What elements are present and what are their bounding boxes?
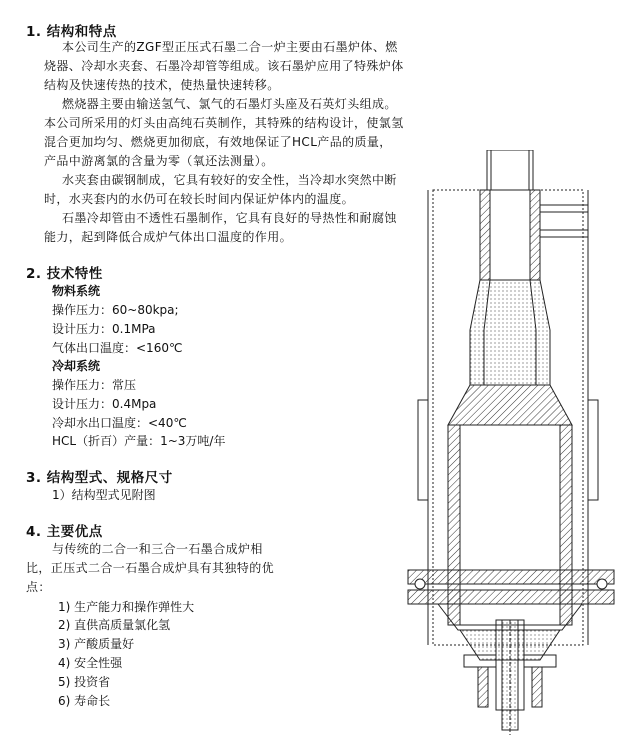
advantage-item: 6) 寿命长 xyxy=(58,694,111,708)
advantage-item: 1) 生产能力和操作弹性大 xyxy=(58,600,195,614)
material-item: 气体出口温度：<160℃ xyxy=(52,341,183,355)
section-3-item: 1）结构型式见附图 xyxy=(52,488,156,502)
material-system-title: 物料系统 xyxy=(52,284,101,298)
right-gauge xyxy=(588,400,598,500)
cooling-item: 操作压力：常压 xyxy=(52,378,137,392)
cooling-system-title: 冷却系统 xyxy=(52,359,101,373)
bottom-flange xyxy=(408,570,614,584)
material-item: 设计压力：0.1MPa xyxy=(52,322,156,336)
side-outlet-nozzle xyxy=(540,205,588,237)
left-gauge xyxy=(418,400,428,500)
section-1-paragraph-3: 水夹套由碳钢制成，它具有较好的安全性，当冷却水突然中断时，水夹套内的水仍可在较长时间内保证炉体内的温度。 xyxy=(44,173,397,206)
cooling-item: 设计压力：0.4Mpa xyxy=(52,397,157,411)
advantage-item: 3) 产酸质量好 xyxy=(58,637,135,651)
furnace-structure-diagram xyxy=(398,150,624,735)
chamber-cone xyxy=(448,385,572,425)
section-4-heading: 4. 主要优点 xyxy=(26,524,103,540)
advantage-item: 2) 直供高质量氯化氢 xyxy=(58,618,171,632)
section-4-intro: 与传统的二合一和三合一石墨合成炉相比，正压式二合一石墨合成炉具有其独特的优点： xyxy=(26,542,275,594)
section-1-heading: 1. 结构和特点 xyxy=(26,24,117,40)
section-1-paragraph-4: 石墨冷却管由不透性石墨制作，它具有良好的导热性和耐腐蚀能力，起到降低合成炉气体出口温度的作用。 xyxy=(44,211,397,244)
cooler-section xyxy=(470,280,550,385)
cooling-item: 冷却水出口温度：<40℃ xyxy=(52,416,187,430)
section-2-heading: 2. 技术特性 xyxy=(26,266,103,282)
top-outlet-pipe xyxy=(487,150,533,190)
advantage-item: 5) 投资省 xyxy=(58,675,111,689)
section-3-heading: 3. 结构型式、规格尺寸 xyxy=(26,470,173,486)
section-1-paragraph-1: 本公司生产的ZGF型正压式石墨二合一炉主要由石墨炉体、燃烧器、冷却水夹套、石墨冷却管等组成。该石墨炉应用了特殊炉体结构及快速传热的技术，使热量快速转移。 xyxy=(44,40,404,92)
section-1-paragraph-2: 燃烧器主要由输送氢气、氯气的石墨灯头座及石英灯头组成。本公司所采用的灯头由高纯石英制作，其特殊的结构设计，使氯氢混合更加均匀、燃烧更加彻底，有效地保证了HCL产品的质量，产品中游离氯的含量为零（氧还法测量）。 xyxy=(44,97,404,168)
advantage-item: 4) 安全性强 xyxy=(58,656,123,670)
material-item: 操作压力：60~80kpa; xyxy=(52,303,179,317)
cooling-item: HCL（折百）产量：1~3万吨/年 xyxy=(52,434,226,448)
